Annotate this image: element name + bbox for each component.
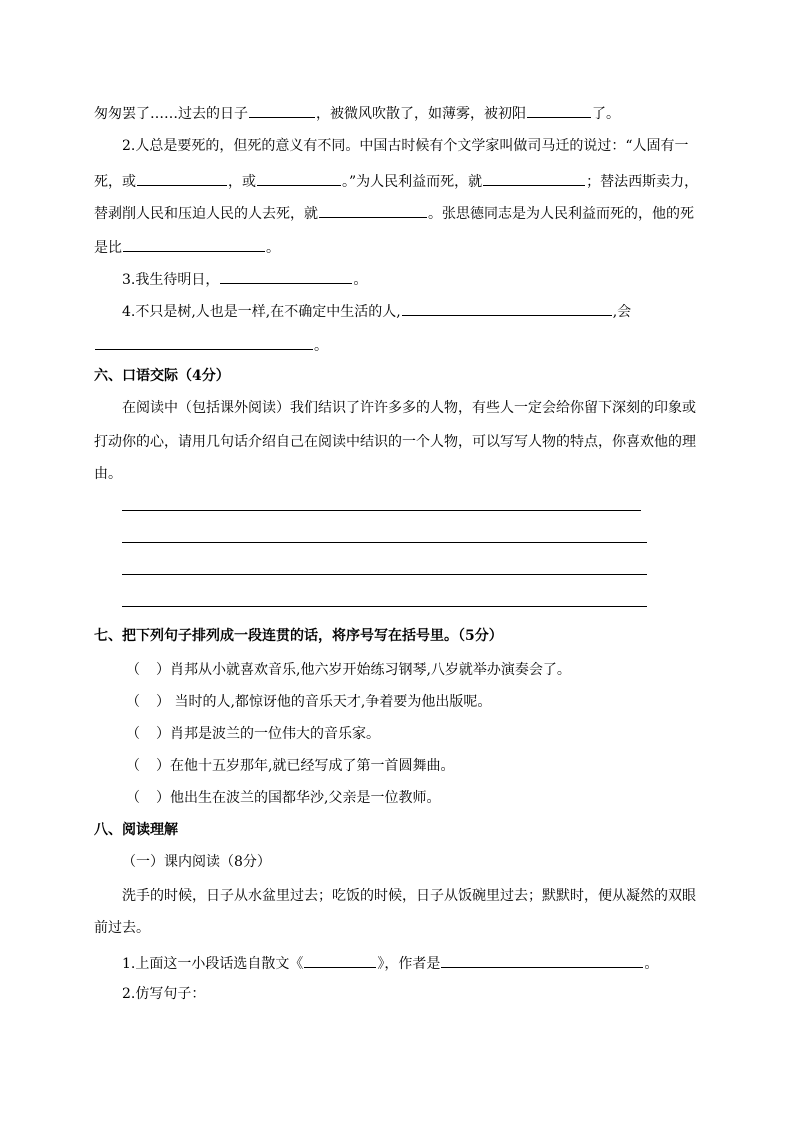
writing-line[interactable] bbox=[122, 542, 647, 543]
answer-blank[interactable] bbox=[95, 334, 313, 350]
text: 。 bbox=[353, 272, 368, 288]
answer-blank[interactable] bbox=[220, 268, 352, 284]
writing-line[interactable] bbox=[122, 606, 647, 607]
item-text: 肖邦从小就喜欢音乐,他六岁开始练习钢琴,八岁就举办演奏会了。 bbox=[170, 662, 571, 678]
text: 死，或 bbox=[94, 174, 136, 190]
item-text: 他出生在波兰的国都华沙,父亲是一位教师。 bbox=[170, 790, 441, 806]
answer-blank[interactable] bbox=[527, 102, 591, 118]
s6-paragraph-line-3: 由。 bbox=[94, 466, 122, 482]
answer-blank[interactable] bbox=[304, 952, 376, 968]
fill-line-1 bbox=[94, 102, 620, 124]
answer-blank[interactable] bbox=[137, 170, 227, 186]
passage-line-2: 前过去。 bbox=[94, 920, 150, 936]
text: 替剥削人民和压迫人民的人去死，就 bbox=[94, 206, 318, 222]
writing-line[interactable] bbox=[122, 574, 647, 575]
q2-line-1: 2.人总是要死的，但死的意义有不同。中国古时候有个文学家叫做司马迁的说过：“人固有一 bbox=[122, 138, 689, 154]
open-paren: （ bbox=[126, 758, 140, 774]
answer-blank[interactable] bbox=[441, 952, 643, 968]
s8-q2-line: 2.仿写句子： bbox=[122, 986, 206, 1002]
close-paren: ） bbox=[156, 790, 170, 806]
open-paren: （ bbox=[126, 694, 140, 710]
q3-line bbox=[122, 268, 367, 290]
text: 。 bbox=[266, 240, 280, 256]
answer-blank[interactable] bbox=[483, 170, 585, 186]
ordering-item bbox=[126, 756, 454, 776]
answer-blank[interactable] bbox=[249, 102, 315, 118]
item-text: 在他十五岁那年,就已经写成了第一首圆舞曲。 bbox=[170, 758, 455, 774]
answer-blank[interactable] bbox=[319, 202, 427, 218]
ordering-item bbox=[126, 724, 380, 744]
text: 。”为人民利益而死，就 bbox=[342, 174, 483, 190]
q2-line-2 bbox=[94, 170, 698, 192]
text: ；替法西斯卖力， bbox=[586, 174, 699, 190]
q4-line bbox=[122, 300, 631, 322]
text: 。张思德同志是为人民利益而死的，他的死 bbox=[428, 206, 694, 222]
ordering-item bbox=[126, 692, 491, 712]
section-7-heading: 七、把下列句子排列成一段连贯的话，将序号写在括号里。（5分） bbox=[94, 628, 503, 644]
text: 。 bbox=[314, 338, 328, 354]
text: ,会 bbox=[612, 304, 632, 320]
close-paren: ） bbox=[156, 726, 170, 742]
ordering-item bbox=[126, 660, 571, 680]
text: 匆匆罢了……过去的日子 bbox=[94, 106, 248, 122]
s6-paragraph-line-2: 打动你的心，请用几句话介绍自己在阅读中结识的一个人物，可以写写人物的特点，你喜欢他的理 bbox=[94, 434, 696, 450]
item-text: 肖邦是波兰的一位伟大的音乐家。 bbox=[170, 726, 380, 742]
text: 3.我生待明日， bbox=[122, 272, 220, 288]
s8-q1-line bbox=[122, 952, 658, 974]
answer-blank[interactable] bbox=[123, 236, 265, 252]
q2-line-3 bbox=[94, 202, 694, 224]
section-6-heading: 六、口语交际（4分） bbox=[94, 368, 230, 384]
text: ，或 bbox=[228, 174, 256, 190]
text: 》，作者是 bbox=[377, 956, 441, 972]
text: 是比 bbox=[94, 240, 122, 256]
answer-blank[interactable] bbox=[402, 300, 612, 316]
text: 1.上面这一小段话选自散文《 bbox=[122, 956, 304, 972]
answer-blank[interactable] bbox=[257, 170, 341, 186]
close-paren: ） bbox=[156, 694, 170, 710]
s6-paragraph-line-1: 在阅读中（包括课外阅读）我们结识了许许多多的人物，有些人一定会给你留下深刻的印象或 bbox=[122, 400, 696, 416]
ordering-item bbox=[126, 788, 440, 808]
open-paren: （ bbox=[126, 662, 140, 678]
open-paren: （ bbox=[126, 790, 140, 806]
passage-line-1: 洗手的时候，日子从水盆里过去；吃饭的时候，日子从饭碗里过去；默默时，便从凝然的双眼 bbox=[122, 888, 696, 904]
close-paren: ） bbox=[156, 758, 170, 774]
q4-line-2 bbox=[94, 334, 328, 356]
writing-line[interactable] bbox=[122, 510, 641, 511]
text: 了。 bbox=[592, 106, 620, 122]
q2-line-4 bbox=[94, 236, 280, 258]
item-text: 当时的人,都惊讶他的音乐天才,争着要为他出版呢。 bbox=[170, 694, 492, 710]
text: ，被微风吹散了，如薄雾，被初阳 bbox=[316, 106, 526, 122]
close-paren: ） bbox=[156, 662, 170, 678]
open-paren: （ bbox=[126, 726, 140, 742]
text: 。 bbox=[644, 956, 659, 972]
text: 4.不只是树,人也是一样,在不确定中生活的人, bbox=[122, 304, 401, 320]
subsection-heading: （一）课内阅读（8分） bbox=[122, 854, 271, 870]
section-8-heading: 八、阅读理解 bbox=[94, 822, 178, 838]
